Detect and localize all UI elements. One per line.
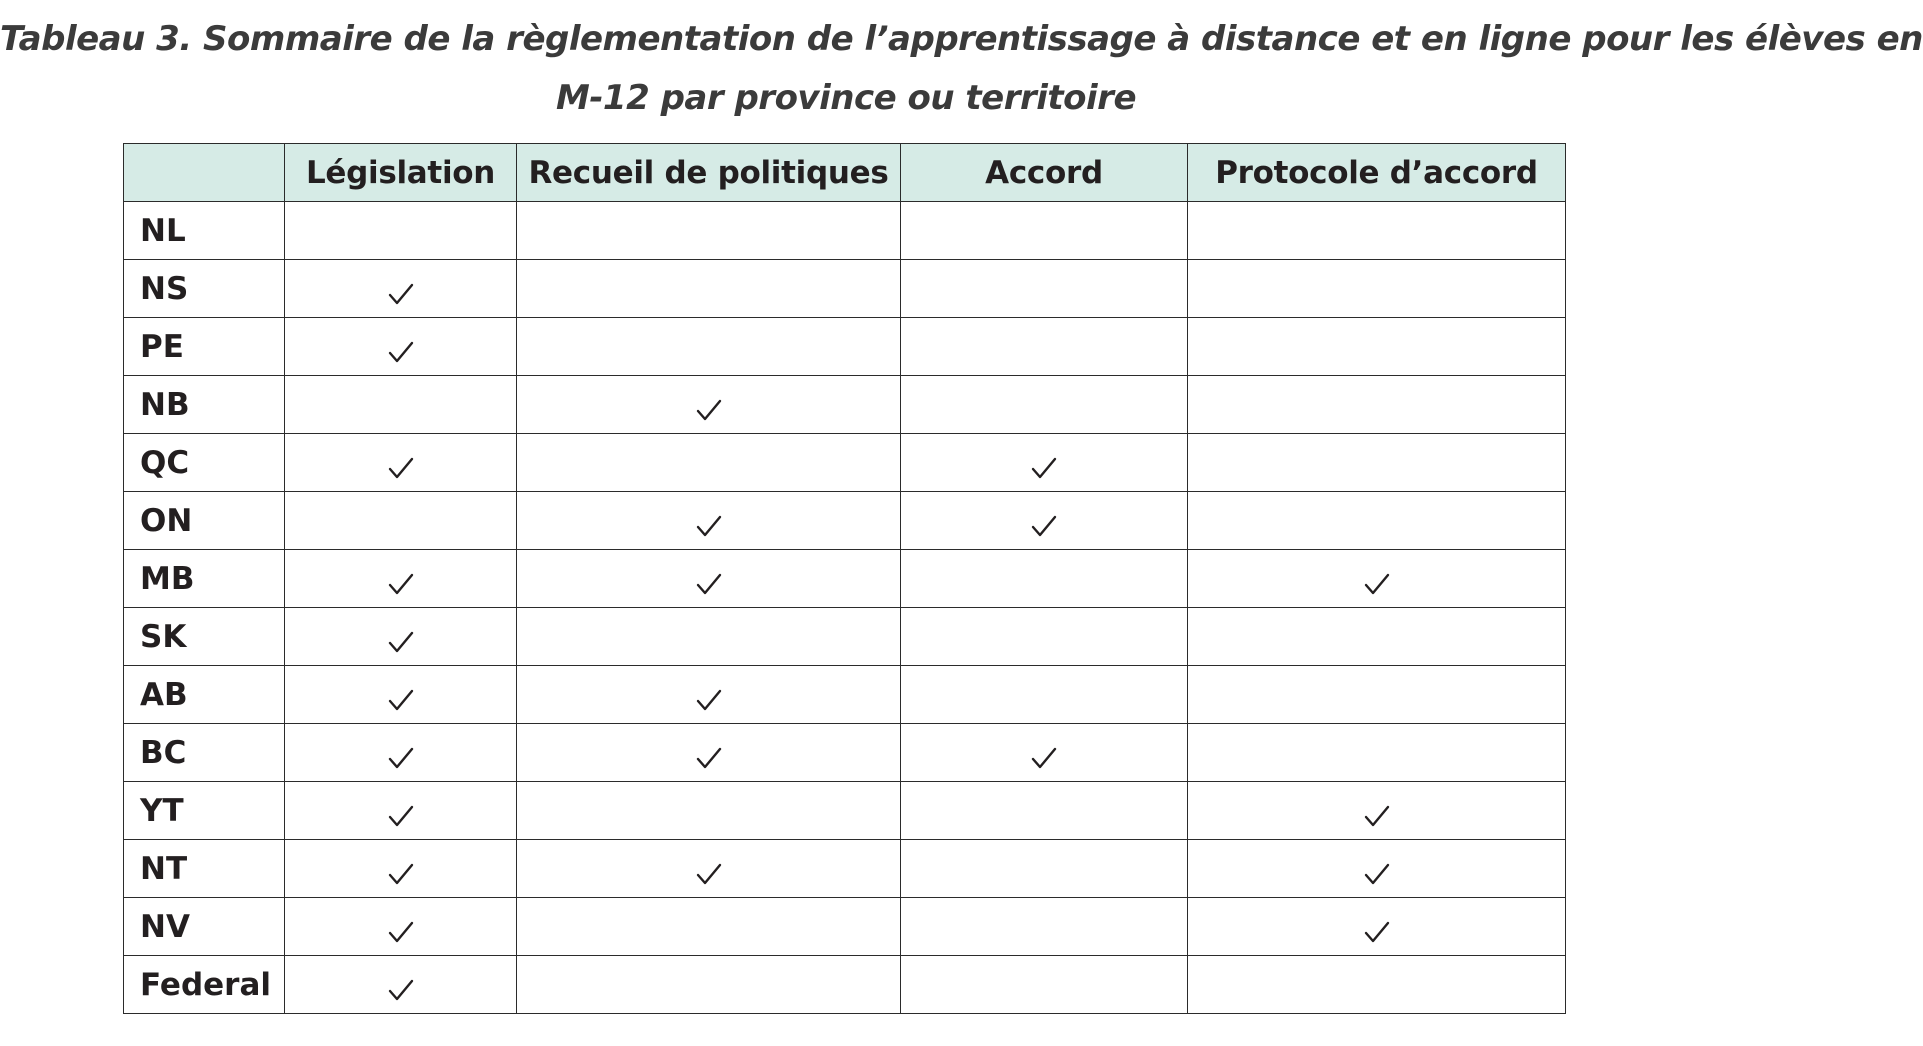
table-body (124, 202, 1566, 1014)
mark-cell (285, 666, 517, 724)
table-row (124, 898, 1566, 956)
mark-cell (517, 260, 901, 318)
regulation-summary-table (123, 143, 1566, 1014)
mark-cell (1188, 318, 1566, 376)
table-row (124, 434, 1566, 492)
mark-cell (901, 782, 1188, 840)
region-cell: NL (124, 202, 285, 260)
table-row (124, 724, 1566, 782)
mark-cell (285, 956, 517, 1014)
checkmark-icon (388, 278, 414, 302)
mark-cell (517, 840, 901, 898)
mark-cell (517, 666, 901, 724)
mark-cell (1188, 608, 1566, 666)
mark-cell (1188, 492, 1566, 550)
table-row (124, 782, 1566, 840)
checkmark-icon (696, 568, 722, 592)
mark-cell (285, 782, 517, 840)
checkmark-icon (696, 684, 722, 708)
mark-cell (517, 782, 901, 840)
checkmark-icon (388, 916, 414, 940)
table-row (124, 608, 1566, 666)
table-row (124, 956, 1566, 1014)
checkmark-icon (696, 742, 722, 766)
mark-cell (285, 608, 517, 666)
column-header-policy-handbook: Recueil de politiques (517, 144, 901, 202)
mark-cell (901, 318, 1188, 376)
mark-cell (285, 260, 517, 318)
region-cell: YT (124, 782, 285, 840)
caption-line-1: Tableau 3. Sommaire de la règlementation de l’apprentissage à distance et en ligne pour les élèves en (0, 19, 1923, 59)
checkmark-icon (388, 568, 414, 592)
checkmark-icon (1031, 452, 1057, 476)
checkmark-icon (1364, 800, 1390, 824)
checkmark-icon (388, 684, 414, 708)
mark-cell (285, 434, 517, 492)
table-row (124, 666, 1566, 724)
checkmark-icon (1364, 858, 1390, 882)
mark-cell (1188, 434, 1566, 492)
mark-cell (285, 898, 517, 956)
mark-cell (1188, 956, 1566, 1014)
table-row (124, 318, 1566, 376)
table-header-row (124, 144, 1566, 202)
mark-cell (1188, 550, 1566, 608)
region-cell: BC (124, 724, 285, 782)
mark-cell (901, 724, 1188, 782)
checkmark-icon (388, 336, 414, 360)
mark-cell (1188, 666, 1566, 724)
mark-cell (285, 724, 517, 782)
table-caption (0, 10, 1923, 128)
mark-cell (1188, 376, 1566, 434)
table-row (124, 550, 1566, 608)
checkmark-icon (388, 626, 414, 650)
mark-cell (901, 898, 1188, 956)
mark-cell (1188, 202, 1566, 260)
mark-cell (1188, 724, 1566, 782)
mark-cell (517, 608, 901, 666)
checkmark-icon (696, 394, 722, 418)
mark-cell (901, 608, 1188, 666)
region-cell: QC (124, 434, 285, 492)
mark-cell (517, 318, 901, 376)
checkmark-icon (388, 974, 414, 998)
checkmark-icon (696, 510, 722, 534)
region-cell: MB (124, 550, 285, 608)
mark-cell (901, 492, 1188, 550)
column-header-memorandum: Protocole d’accord (1188, 144, 1566, 202)
region-cell: NB (124, 376, 285, 434)
mark-cell (901, 840, 1188, 898)
table-row (124, 260, 1566, 318)
table-row (124, 202, 1566, 260)
checkmark-icon (388, 452, 414, 476)
checkmark-icon (388, 800, 414, 824)
region-cell: ON (124, 492, 285, 550)
column-header-agreement: Accord (901, 144, 1188, 202)
mark-cell (901, 666, 1188, 724)
mark-cell (285, 550, 517, 608)
mark-cell (901, 202, 1188, 260)
checkmark-icon (696, 858, 722, 882)
mark-cell (517, 956, 901, 1014)
checkmark-icon (1364, 916, 1390, 940)
region-cell: PE (124, 318, 285, 376)
mark-cell (285, 318, 517, 376)
region-cell: NT (124, 840, 285, 898)
checkmark-icon (388, 742, 414, 766)
mark-cell (517, 724, 901, 782)
mark-cell (901, 956, 1188, 1014)
table-row (124, 840, 1566, 898)
mark-cell (1188, 840, 1566, 898)
mark-cell (517, 202, 901, 260)
checkmark-icon (388, 858, 414, 882)
checkmark-icon (1031, 510, 1057, 534)
mark-cell (901, 434, 1188, 492)
checkmark-icon (1364, 568, 1390, 592)
mark-cell (285, 492, 517, 550)
column-header-legislation: Législation (285, 144, 517, 202)
region-cell: AB (124, 666, 285, 724)
mark-cell (1188, 782, 1566, 840)
checkmark-icon (1031, 742, 1057, 766)
mark-cell (285, 376, 517, 434)
mark-cell (517, 898, 901, 956)
region-cell: SK (124, 608, 285, 666)
region-cell: Federal (124, 956, 285, 1014)
mark-cell (1188, 898, 1566, 956)
mark-cell (285, 202, 517, 260)
table-row (124, 492, 1566, 550)
table-row (124, 376, 1566, 434)
mark-cell (901, 260, 1188, 318)
column-header-region (124, 144, 285, 202)
region-cell: NV (124, 898, 285, 956)
mark-cell (517, 492, 901, 550)
mark-cell (285, 840, 517, 898)
mark-cell (517, 550, 901, 608)
mark-cell (1188, 260, 1566, 318)
mark-cell (517, 376, 901, 434)
caption-line-2: M-12 par province ou territoire (555, 78, 1136, 118)
mark-cell (517, 434, 901, 492)
mark-cell (901, 550, 1188, 608)
region-cell: NS (124, 260, 285, 318)
mark-cell (901, 376, 1188, 434)
